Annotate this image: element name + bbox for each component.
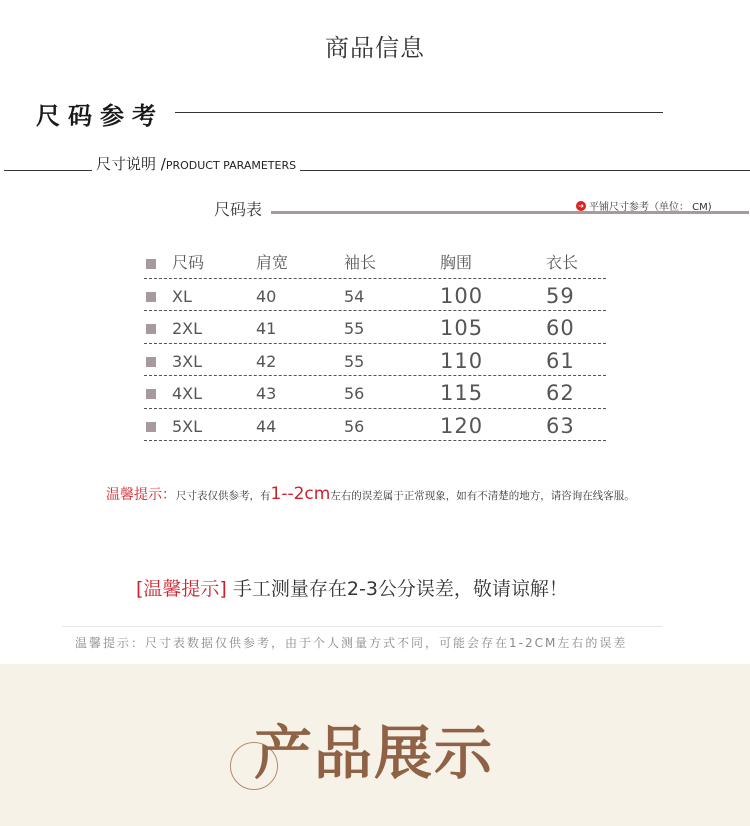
- unit-note: [576, 198, 712, 213]
- tip-text: 左右的误差属于正常现象，如有不清楚的地方，请咨询在线客服。: [330, 490, 635, 502]
- showcase-title: 产品展示: [254, 719, 495, 787]
- table-cell: 54: [344, 286, 365, 306]
- table-cell: 105: [440, 316, 484, 340]
- table-cell: 120: [440, 413, 484, 438]
- notice-label: [温馨提示]: [136, 578, 227, 600]
- table-cell: XL: [172, 286, 192, 306]
- table-cell: 43: [256, 384, 277, 403]
- table-header-cell: 尺码: [172, 253, 205, 272]
- page-title: 商品信息: [325, 34, 425, 62]
- divider: [300, 170, 750, 171]
- table-cell: 110: [440, 348, 484, 373]
- table-cell: 55: [344, 319, 365, 338]
- tip-label: 温馨提示：: [106, 487, 176, 503]
- size-reference-heading: 尺码参考: [36, 101, 164, 130]
- table-row: [144, 344, 606, 377]
- dimension-label: 尺寸说明 /: [96, 155, 166, 173]
- table-cell: 44: [256, 416, 277, 436]
- table-header-cell: 衣长: [546, 253, 579, 272]
- table-cell: 62: [546, 381, 575, 405]
- divider: [175, 112, 663, 113]
- table-cell: 4XL: [172, 384, 203, 403]
- measurement-notice: [136, 574, 568, 601]
- table-cell: 3XL: [172, 351, 203, 371]
- table-cell: 100: [440, 283, 484, 308]
- size-chart-title: 尺码表: [214, 200, 263, 219]
- table-header-cell: 肩宽: [256, 253, 289, 272]
- dimension-label-en: PRODUCT PARAMETERS: [165, 159, 297, 172]
- table-cell: 41: [256, 319, 277, 338]
- table-header-cell: 袖长: [344, 253, 377, 272]
- table-cell: 42: [256, 351, 277, 371]
- table-cell: 61: [546, 348, 575, 373]
- bullet: [146, 292, 156, 302]
- table-cell: 63: [546, 413, 575, 438]
- bullet: [146, 259, 156, 269]
- bullet: [146, 389, 156, 399]
- table-cell: 56: [344, 384, 365, 403]
- table-cell: 2XL: [172, 319, 203, 338]
- divider: [4, 170, 92, 171]
- tip-highlight: 1--2cm: [270, 484, 331, 504]
- bullet: [146, 324, 156, 334]
- size-table: [144, 246, 606, 441]
- arrow-circle-icon: ➜: [576, 201, 586, 211]
- dimension-heading: [96, 153, 296, 174]
- unit-note-text: 平铺尺寸参考（单位： CM): [589, 202, 712, 213]
- disclaimer-text: 温馨提示：尺寸表数据仅供参考，由于个人测量方式不同，可能会存在1-2CM左右的误差: [75, 636, 628, 650]
- table-cell: 59: [546, 283, 575, 308]
- table-cell: 5XL: [172, 416, 203, 436]
- divider: [62, 626, 662, 627]
- table-cell: 40: [256, 286, 277, 306]
- product-showcase-banner: [0, 664, 750, 826]
- bullet: [146, 357, 156, 367]
- bullet: [146, 422, 156, 432]
- table-row: [144, 409, 606, 442]
- tip-notice: [106, 484, 635, 504]
- table-row: [144, 311, 606, 344]
- table-row: [144, 279, 606, 312]
- table-row: [144, 376, 606, 409]
- table-cell: 55: [344, 351, 365, 371]
- table-cell: 115: [440, 381, 484, 405]
- tip-text: 尺寸表仅供参考，有: [176, 490, 271, 502]
- notice-text: 手工测量存在2-3公分误差，敬请谅解！: [232, 578, 568, 600]
- table-header-row: [144, 246, 606, 279]
- table-cell: 56: [344, 416, 365, 436]
- table-cell: 60: [546, 316, 575, 340]
- table-header-cell: 胸围: [440, 253, 473, 272]
